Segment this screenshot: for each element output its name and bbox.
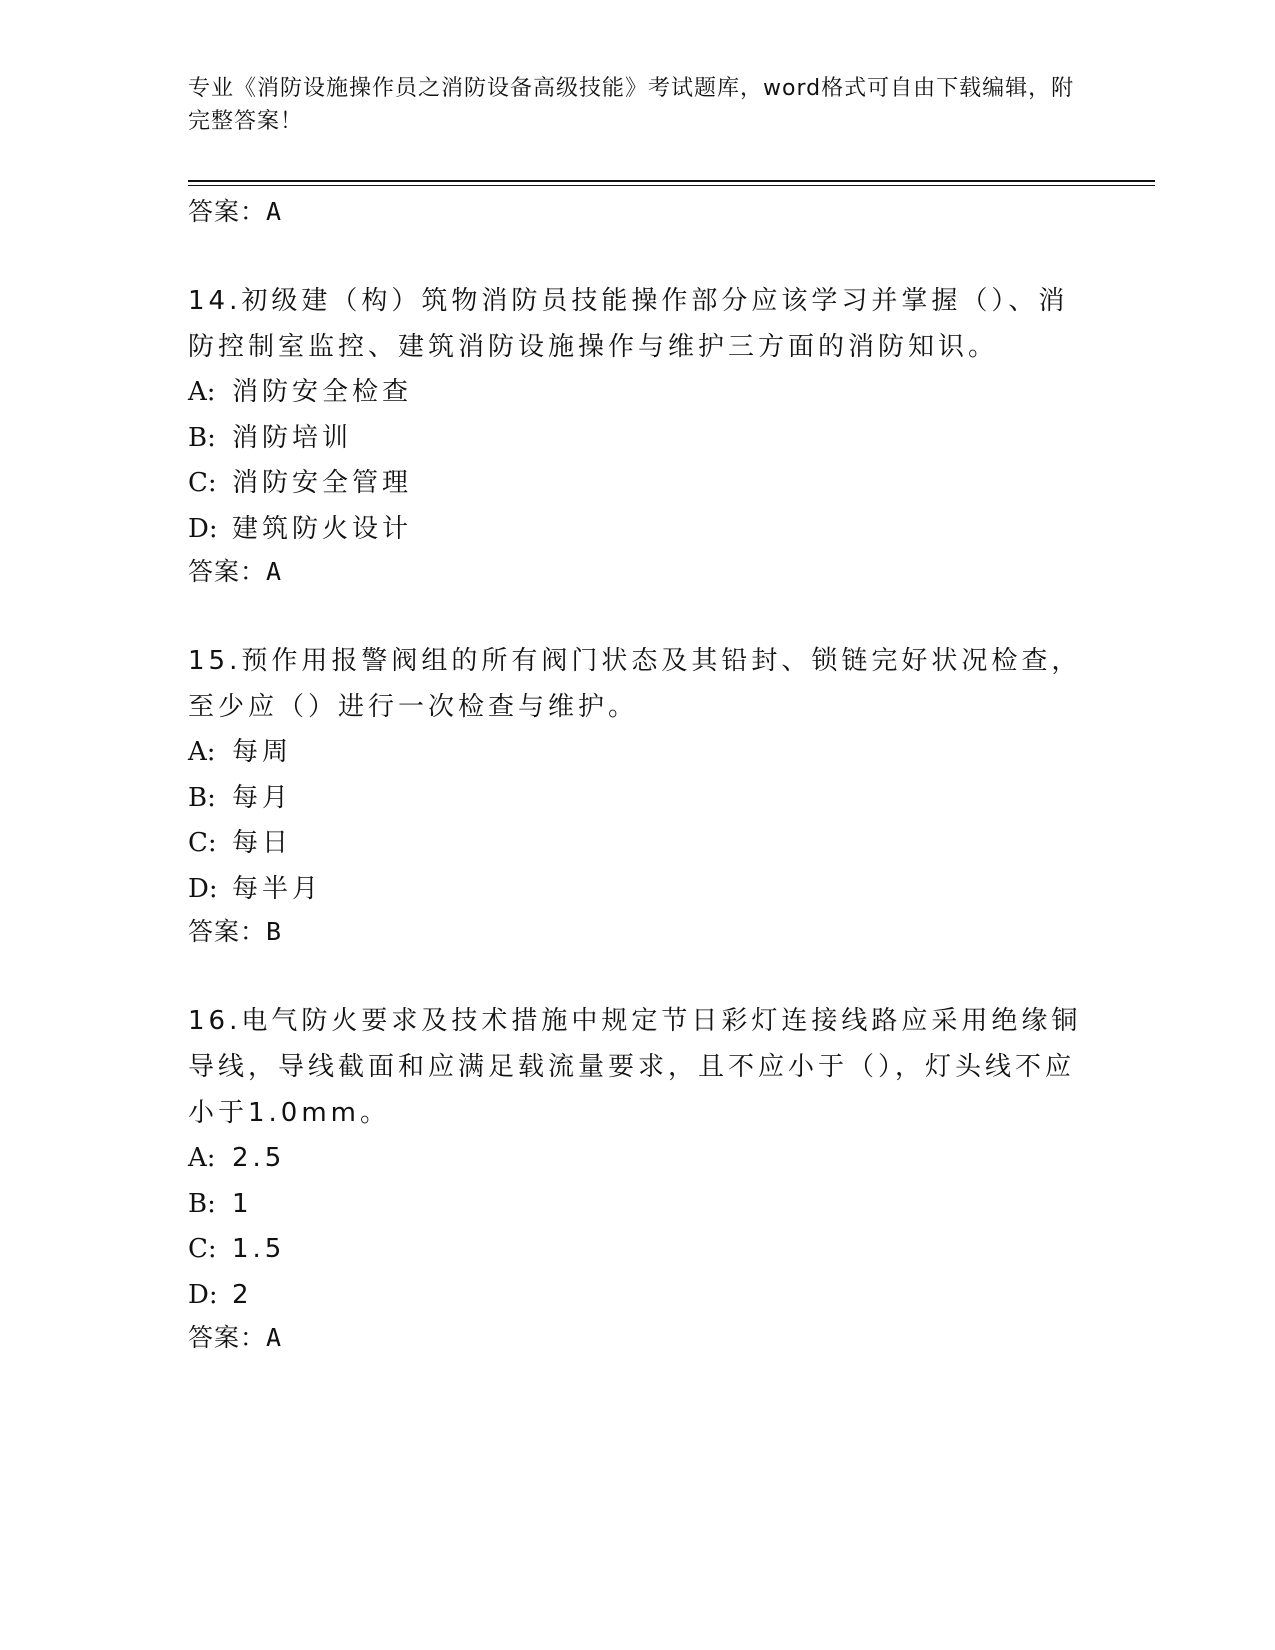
option-a — [188, 1136, 1088, 1182]
option-text: 每日 — [232, 828, 293, 858]
option-d — [188, 507, 1088, 553]
header-divider-thin — [188, 185, 1155, 186]
option-key: D: — [188, 873, 218, 904]
answer-label: 答案： — [188, 557, 267, 586]
option-key: C: — [188, 828, 217, 858]
option-text: 1 — [232, 1188, 253, 1219]
question-answer — [188, 1318, 1088, 1358]
option-c — [188, 1227, 1088, 1273]
option-d — [188, 867, 1088, 913]
option-text: 消防培训 — [232, 422, 353, 453]
answer-value: A — [266, 1323, 283, 1352]
question-content — [188, 192, 1088, 1358]
option-key: A: — [188, 737, 216, 767]
option-key: B: — [188, 422, 216, 453]
option-a — [188, 730, 1088, 776]
option-text: 2 — [232, 1279, 253, 1310]
option-c — [188, 821, 1088, 867]
option-b — [188, 416, 1088, 462]
answer-label: 答案： — [188, 917, 267, 946]
question-stem: 14.初级建（构）筑物消防员技能操作部分应该学习并掌握（）、消防控制室监控、建筑消防设施操作与维护三方面的消防知识。 — [188, 286, 1069, 362]
option-key: D: — [188, 513, 218, 544]
question-answer — [188, 912, 1088, 952]
option-c — [188, 461, 1088, 507]
document-header: 专业《消防设施操作员之消防设备高级技能》考试题库，word格式可自由下载编辑，附完整答案！ — [188, 76, 1075, 134]
option-text: 1.5 — [232, 1234, 286, 1264]
question-stem: 16.电气防火要求及技术措施中规定节日彩灯连接线路应采用绝缘铜导线，导线截面和应满足载流量要求，且不应小于（），灯头线不应小于1.0mm。 — [188, 1006, 1082, 1128]
answer-value: A — [266, 197, 283, 226]
question-15 — [188, 638, 1088, 952]
option-key: A: — [188, 1143, 216, 1173]
option-text: 建筑防火设计 — [232, 513, 413, 544]
option-key: B: — [188, 782, 216, 813]
option-key: D: — [188, 1279, 218, 1310]
option-text: 消防安全管理 — [232, 468, 413, 498]
option-text: 每周 — [232, 737, 293, 767]
option-text: 每半月 — [232, 873, 323, 904]
option-key: A: — [188, 377, 216, 407]
question-stem: 15.预作用报警阀组的所有阀门状态及其铅封、锁链完好状况检查，至少应（）进行一次检查与维护。 — [188, 646, 1082, 722]
answer-value: B — [266, 917, 283, 946]
option-key: C: — [188, 468, 217, 498]
header-divider-thick — [188, 180, 1155, 182]
option-d — [188, 1273, 1088, 1319]
answer-value: A — [266, 557, 283, 586]
option-text: 消防安全检查 — [232, 377, 413, 407]
option-text: 2.5 — [232, 1143, 286, 1173]
option-key: B: — [188, 1188, 216, 1219]
question-14 — [188, 278, 1088, 592]
option-b — [188, 776, 1088, 822]
option-text: 每月 — [232, 782, 293, 813]
option-a — [188, 370, 1088, 416]
question-16 — [188, 998, 1088, 1358]
answer-label: 答案： — [188, 1323, 267, 1352]
previous-answer — [188, 192, 1088, 232]
answer-label: 答案： — [188, 197, 267, 226]
question-answer — [188, 552, 1088, 592]
option-key: C: — [188, 1234, 217, 1264]
option-b — [188, 1182, 1088, 1228]
